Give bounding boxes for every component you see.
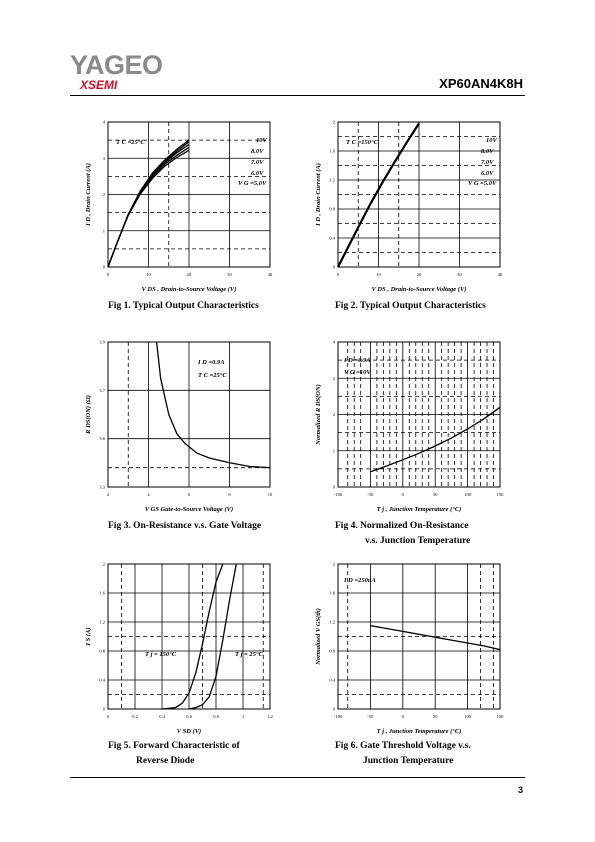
footer-rule bbox=[70, 777, 525, 778]
x-tick-label: 1 bbox=[241, 714, 245, 719]
chart-annotation: 8.0V bbox=[251, 148, 264, 155]
chart-annotation: 6.0V bbox=[481, 170, 494, 177]
fig6-caption-line2: Junction Temperature bbox=[363, 756, 454, 766]
x-tick-label: 10 bbox=[146, 272, 151, 277]
x-axis-label: V DS , Drain-to-Source Voltage (V) bbox=[141, 286, 237, 293]
y-axis-label: I S (A) bbox=[85, 627, 92, 646]
page-number: 3 bbox=[517, 785, 523, 795]
y-tick-label: 2 bbox=[102, 561, 105, 567]
fig5-caption-line1: Fig 5. Forward Characteristic of bbox=[108, 741, 240, 751]
x-tick-label: 100 bbox=[464, 492, 471, 497]
x-tick-label: 30 bbox=[457, 272, 462, 277]
fig2-caption-line: Fig 2. Typical Output Characteristics bbox=[335, 301, 486, 311]
fig4-caption-line2: v.s. Junction Temperature bbox=[365, 536, 471, 546]
chart-annotation: T j = 25°C bbox=[235, 651, 263, 658]
y-tick-label: 0.4 bbox=[99, 677, 105, 683]
y-tick-label: 1.6 bbox=[329, 148, 335, 154]
x-tick-label: 0 bbox=[106, 272, 110, 277]
y-tick-label: 1.6 bbox=[329, 590, 335, 596]
y-tick-label: 0.8 bbox=[99, 648, 105, 654]
fig4-chart bbox=[298, 330, 513, 535]
x-tick-label: -100 bbox=[333, 492, 343, 497]
fig1-caption-line: Fig 1. Typical Output Characteristics bbox=[108, 301, 259, 311]
y-tick-label: 0 bbox=[102, 264, 105, 270]
y-tick-label: 1 bbox=[102, 228, 105, 234]
y-tick-label: 0.8 bbox=[329, 206, 335, 212]
x-tick-label: 0.4 bbox=[159, 714, 165, 719]
figure-1-output-characteristics bbox=[68, 110, 283, 315]
x-tick-label: 50 bbox=[432, 492, 438, 497]
header-rule bbox=[70, 95, 525, 96]
logo-wordmark: YAGEO bbox=[70, 50, 163, 80]
fig3-caption-line: Fig 3. On-Resistance v.s. Gate Voltage bbox=[108, 521, 262, 531]
x-tick-label: 2 bbox=[106, 492, 110, 497]
y-tick-label: 0 bbox=[332, 706, 335, 712]
y-tick-label: 0 bbox=[332, 264, 335, 270]
y-tick-label: 1.2 bbox=[329, 177, 335, 183]
fig5-caption bbox=[108, 739, 240, 769]
x-tick-label: 20 bbox=[186, 272, 192, 277]
y-axis-label: I D , Drain Current (A) bbox=[315, 163, 322, 226]
y-tick-label: 4 bbox=[332, 339, 335, 345]
y-tick-label: 2 bbox=[332, 119, 335, 125]
figure-2-output-characteristics bbox=[298, 110, 513, 315]
x-tick-label: 100 bbox=[464, 714, 471, 719]
chart-annotation: T C =25°C bbox=[116, 139, 145, 146]
y-axis-label: Normalized R DS(ON) bbox=[315, 384, 322, 445]
x-tick-label: -100 bbox=[333, 714, 343, 719]
chart-annotation: T C =150°C bbox=[346, 139, 378, 146]
chart-annotation: I D =0.9A bbox=[344, 357, 371, 364]
x-axis-label: T j , Junction Temperature (°C) bbox=[376, 728, 462, 735]
yageo-logo bbox=[70, 50, 180, 92]
chart-annotation: V G =10V bbox=[344, 369, 371, 376]
x-axis-label: V GS Gate-to-Source Voltage (V) bbox=[144, 506, 234, 513]
x-tick-label: -50 bbox=[367, 492, 374, 497]
fig6-chart bbox=[298, 552, 513, 757]
figure-3-on-resistance bbox=[68, 330, 283, 535]
x-tick-label: 20 bbox=[416, 272, 422, 277]
y-tick-label: 1.6 bbox=[99, 590, 105, 596]
y-tick-label: 0.4 bbox=[329, 235, 335, 241]
y-tick-label: 2 bbox=[332, 561, 335, 567]
y-tick-label: 1.2 bbox=[329, 619, 335, 625]
y-tick-label: 4 bbox=[102, 119, 105, 125]
x-tick-label: 0 bbox=[336, 272, 340, 277]
chart-annotation: V G =5.0V bbox=[238, 180, 267, 187]
y-tick-label: 3.7 bbox=[99, 387, 105, 393]
x-tick-label: 6 bbox=[187, 492, 191, 497]
figure-5-forward-characteristic bbox=[68, 552, 283, 757]
y-tick-label: 0 bbox=[102, 706, 105, 712]
figure-6-gate-threshold-voltage bbox=[298, 552, 513, 757]
fig2-chart bbox=[298, 110, 513, 315]
fig6-caption bbox=[335, 739, 471, 769]
x-tick-label: 150 bbox=[496, 492, 504, 497]
x-tick-label: 0.6 bbox=[186, 714, 192, 719]
chart-annotation: 10V bbox=[486, 137, 497, 144]
fig4-caption-line1: Fig 4. Normalized On-Resistance bbox=[335, 521, 469, 531]
fig2-caption bbox=[335, 299, 486, 314]
figure-4-normalized-on-resistance bbox=[298, 330, 513, 535]
x-axis-label: V SD (V) bbox=[176, 728, 202, 735]
fig5-caption-line2: Reverse Diode bbox=[136, 756, 195, 766]
chart-annotation: I D =0.9A bbox=[198, 359, 225, 366]
x-axis-label: V DS , Drain-to-Source Voltage (V) bbox=[371, 286, 467, 293]
x-tick-label: 0 bbox=[401, 714, 404, 719]
fig5-chart bbox=[68, 552, 283, 757]
x-tick-label: 10 bbox=[267, 492, 273, 497]
fig4-caption bbox=[335, 519, 470, 549]
fig3-chart bbox=[68, 330, 283, 535]
y-tick-label: 1.2 bbox=[99, 619, 105, 625]
x-tick-label: 0 bbox=[106, 714, 110, 719]
fig1-caption bbox=[108, 299, 259, 314]
y-tick-label: 3.6 bbox=[99, 436, 105, 442]
x-tick-label: 4 bbox=[147, 492, 150, 497]
x-tick-label: 8 bbox=[228, 492, 231, 497]
y-tick-label: 1 bbox=[332, 448, 335, 454]
x-tick-label: 0.8 bbox=[213, 714, 219, 719]
chart-annotation: 6.0V bbox=[251, 170, 264, 177]
y-tick-label: 3.9 bbox=[99, 339, 105, 345]
y-tick-label: 0.8 bbox=[329, 648, 335, 654]
chart-annotation: 7.0V bbox=[481, 159, 494, 166]
chart-annotation: V G =5.0V bbox=[468, 180, 497, 187]
x-tick-label: 1.2 bbox=[267, 714, 273, 719]
x-tick-label: -50 bbox=[367, 714, 374, 719]
fig6-caption-line1: Fig 6. Gate Threshold Voltage v.s. bbox=[335, 741, 471, 751]
y-axis-label: R DS(ON) (Ω) bbox=[85, 395, 92, 434]
x-axis-label: T j , Junction Temperature (°C) bbox=[376, 506, 462, 513]
x-tick-label: 0 bbox=[401, 492, 404, 497]
y-tick-label: 3 bbox=[332, 375, 335, 381]
x-tick-label: 40 bbox=[267, 272, 273, 277]
y-axis-label: Normalized V GS(th) bbox=[315, 608, 322, 665]
chart-annotation: 7.0V bbox=[251, 159, 264, 166]
x-tick-label: 150 bbox=[496, 714, 504, 719]
y-tick-label: 2 bbox=[332, 412, 335, 417]
x-tick-label: 40 bbox=[497, 272, 503, 277]
fig3-caption bbox=[108, 519, 261, 534]
chart-annotation: T j = 150°C bbox=[145, 651, 177, 658]
y-tick-label: 2 bbox=[102, 192, 105, 197]
chart-annotation: I D =250uA bbox=[344, 577, 376, 584]
y-tick-label: 3 bbox=[102, 155, 105, 161]
chart-annotation: T C =25°C bbox=[198, 372, 227, 379]
x-tick-label: 0.2 bbox=[132, 714, 138, 719]
x-tick-label: 10 bbox=[376, 272, 381, 277]
x-tick-label: 30 bbox=[227, 272, 232, 277]
y-tick-label: 0.4 bbox=[329, 677, 335, 683]
x-tick-label: 50 bbox=[432, 714, 438, 719]
chart-annotation: 8.0V bbox=[481, 148, 494, 155]
logo-sub-brand: XSEMI bbox=[80, 78, 118, 92]
y-tick-label: 3.3 bbox=[99, 484, 105, 490]
fig1-chart bbox=[68, 110, 283, 315]
y-tick-label: 0 bbox=[332, 484, 335, 490]
part-number: XP60AN4K8H bbox=[439, 76, 523, 91]
chart-annotation: 10V bbox=[256, 137, 267, 144]
y-axis-label: I D , Drain Current (A) bbox=[85, 163, 92, 226]
